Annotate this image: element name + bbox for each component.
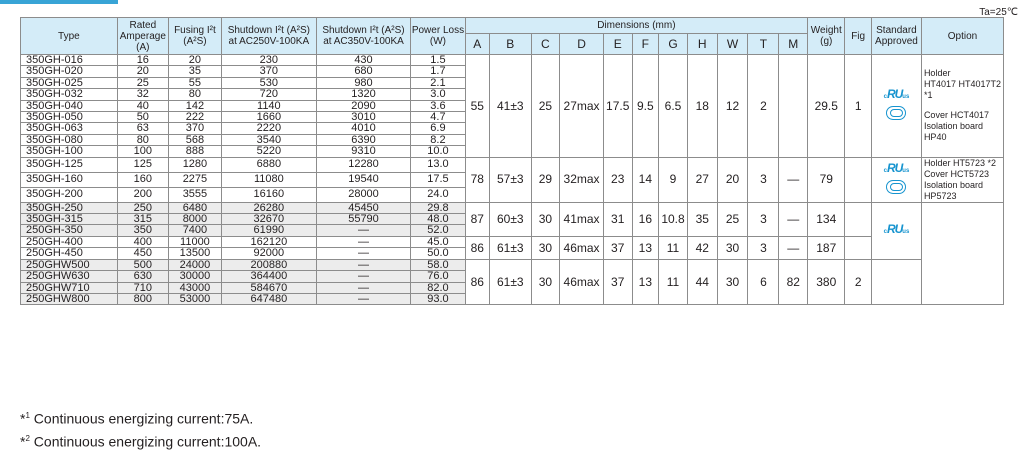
cell-fusing: 43000	[168, 282, 221, 293]
cell-type: 350GH-100	[21, 146, 118, 157]
cell-sd350: —	[316, 259, 411, 270]
cell-sd250: 92000	[222, 248, 317, 259]
dim-weight-group-1: 29.5	[808, 55, 845, 158]
cell-type: 350GH-250	[21, 202, 118, 213]
cell-type: 250GHW710	[21, 282, 118, 293]
cell-fusing: 6480	[168, 202, 221, 213]
cell-amp: 500	[117, 259, 168, 270]
dim-t-group-2: 3	[748, 157, 779, 202]
cell-amp: 20	[117, 66, 168, 77]
cell-type: 250GHW630	[21, 271, 118, 282]
cell-loss: 2.1	[411, 77, 465, 88]
cell-amp: 40	[117, 100, 168, 111]
cell-sd250: 26280	[222, 202, 317, 213]
cell-sd250: 364400	[222, 271, 317, 282]
dim-b-group-2: 57±3	[490, 157, 531, 202]
header-dim-d: D	[560, 34, 604, 55]
cell-loss: 93.0	[411, 293, 465, 304]
dim-d-group-5: 46max	[560, 259, 604, 305]
cell-amp: 710	[117, 282, 168, 293]
cell-fusing: 370	[168, 123, 221, 134]
dim-m-group-4: —	[779, 236, 808, 259]
header-dim-e: E	[603, 34, 632, 55]
cell-amp: 350	[117, 225, 168, 236]
dim-w-group-5: 30	[717, 259, 748, 305]
dim-c-group-4: 30	[531, 236, 560, 259]
cell-sd250: 6880	[222, 157, 317, 172]
dim-w-group-4: 30	[717, 236, 748, 259]
cell-amp: 200	[117, 187, 168, 202]
dim-e-group-2: 23	[603, 157, 632, 202]
header-accent-bar	[0, 0, 118, 4]
dim-a-group-1: 55	[465, 55, 489, 158]
cell-amp: 16	[117, 55, 168, 66]
dim-b-group-5: 61±3	[490, 259, 531, 305]
dim-a-group-4: 86	[465, 236, 489, 259]
cell-fusing: 888	[168, 146, 221, 157]
cell-loss: 1.7	[411, 66, 465, 77]
header-power-loss: Power Loss (W)	[411, 18, 465, 55]
cell-amp: 450	[117, 248, 168, 259]
cell-amp: 800	[117, 293, 168, 304]
cell-sd250: 3540	[222, 134, 317, 145]
dim-f-group-4: 13	[632, 236, 659, 259]
cell-sd350: 28000	[316, 187, 411, 202]
cell-type: 350GH-200	[21, 187, 118, 202]
dim-g-group-2: 9	[659, 157, 688, 202]
table-row	[21, 157, 1004, 172]
dim-b-group-1: 41±3	[490, 55, 531, 158]
option-group-3	[921, 202, 1003, 305]
cell-sd250: 16160	[222, 187, 317, 202]
cell-sd250: 162120	[222, 236, 317, 247]
dim-w-group-2: 20	[717, 157, 748, 202]
cell-loss: 52.0	[411, 225, 465, 236]
dim-m-group-1	[779, 55, 808, 158]
cell-fusing: 24000	[168, 259, 221, 270]
dim-m-group-5: 82	[779, 259, 808, 305]
cell-sd350: 6390	[316, 134, 411, 145]
header-dim-b: B	[490, 34, 531, 55]
dim-d-group-2: 32max	[560, 157, 604, 202]
cell-type: 350GH-160	[21, 172, 118, 187]
ambient-temperature-label: Ta=25℃	[979, 7, 1018, 18]
dim-h-group-5: 44	[687, 259, 717, 305]
cell-sd350: 55790	[316, 214, 411, 225]
cell-fusing: 80	[168, 89, 221, 100]
cell-amp: 100	[117, 146, 168, 157]
cell-amp: 400	[117, 236, 168, 247]
option-line: *1	[923, 90, 933, 101]
table-row	[21, 202, 1004, 213]
table-row	[21, 259, 1004, 270]
dim-weight-group-2: 79	[808, 157, 845, 202]
cell-amp: 32	[117, 89, 168, 100]
header-dim-t: T	[748, 34, 779, 55]
cell-sd350: —	[316, 271, 411, 282]
cell-amp: 80	[117, 134, 168, 145]
cell-amp: 125	[117, 157, 168, 172]
dim-c-group-1: 25	[531, 55, 560, 158]
footnote-2: *$^2$ Continuous energizing current:100A.	[20, 433, 262, 450]
cell-fusing: 53000	[168, 293, 221, 304]
dim-e-group-1: 17.5	[603, 55, 632, 158]
dim-g-group-3: 10.8	[659, 202, 688, 236]
header-dim-g: G	[659, 34, 688, 55]
dim-h-group-4: 42	[687, 236, 717, 259]
cell-loss: 1.5	[411, 55, 465, 66]
cell-sd250: 2220	[222, 123, 317, 134]
cell-loss: 3.6	[411, 100, 465, 111]
dim-weight-group-4: 187	[808, 236, 845, 259]
standard-approved-group-3	[871, 202, 921, 259]
cell-loss: 10.0	[411, 146, 465, 157]
header-dim-m: M	[779, 34, 808, 55]
option-line: Isolation board HP40	[923, 121, 983, 143]
cell-sd350: 4010	[316, 123, 411, 134]
cell-fusing: 55	[168, 77, 221, 88]
cell-amp: 25	[117, 77, 168, 88]
cru-us-icon: cRUus	[883, 221, 910, 236]
dim-w-group-3: 25	[717, 202, 748, 236]
header-option: Option	[921, 18, 1003, 55]
cell-loss: 17.5	[411, 172, 465, 187]
footnote-1: *$^1$ Continuous energizing current:75A.	[20, 410, 254, 427]
cell-sd250: 230	[222, 55, 317, 66]
cell-sd250: 1660	[222, 112, 317, 123]
dim-fig-group-1: 1	[845, 55, 872, 158]
cell-amp: 50	[117, 112, 168, 123]
cell-type: 250GHW800	[21, 293, 118, 304]
cell-fusing: 11000	[168, 236, 221, 247]
dim-f-group-2: 14	[632, 157, 659, 202]
header-fig: Fig	[845, 18, 872, 55]
cell-sd250: 200880	[222, 259, 317, 270]
cell-type: 250GH-350	[21, 225, 118, 236]
option-group-2	[921, 157, 1003, 202]
cell-fusing: 20	[168, 55, 221, 66]
cell-loss: 4.7	[411, 112, 465, 123]
cell-amp: 160	[117, 172, 168, 187]
cell-sd350: —	[316, 248, 411, 259]
header-standard: Standard Approved	[871, 18, 921, 55]
dim-h-group-2: 27	[687, 157, 717, 202]
cell-amp: 315	[117, 214, 168, 225]
cell-sd350: 12280	[316, 157, 411, 172]
footnotes	[20, 406, 261, 451]
dim-b-group-4: 61±3	[490, 236, 531, 259]
cell-fusing: 222	[168, 112, 221, 123]
dim-a-group-2: 78	[465, 157, 489, 202]
cell-loss: 82.0	[411, 282, 465, 293]
header-shutdown-350: Shutdown I²t (A²S) at AC350V-100KA	[316, 18, 411, 55]
header-dim-f: F	[632, 34, 659, 55]
option-line: Isolation board HP5723	[923, 179, 983, 201]
dim-fig-group-2	[845, 157, 872, 202]
cell-fusing: 568	[168, 134, 221, 145]
cell-type: 350GH-315	[21, 214, 118, 225]
dim-f-group-5: 13	[632, 259, 659, 305]
cell-type: 350GH-020	[21, 66, 118, 77]
dim-d-group-4: 46max	[560, 236, 604, 259]
cell-loss: 24.0	[411, 187, 465, 202]
cell-loss: 29.8	[411, 202, 465, 213]
dim-c-group-2: 29	[531, 157, 560, 202]
standard-approved-group-2	[871, 157, 921, 202]
dim-f-group-3: 16	[632, 202, 659, 236]
cell-fusing: 7400	[168, 225, 221, 236]
cell-fusing: 142	[168, 100, 221, 111]
dim-fig-group-4	[845, 236, 872, 259]
dim-d-group-3: 41max	[560, 202, 604, 236]
dim-t-group-5: 6	[748, 259, 779, 305]
header-dim-w: W	[717, 34, 748, 55]
dim-m-group-2: —	[779, 157, 808, 202]
cell-type: 250GH-450	[21, 248, 118, 259]
option-line: Holder	[923, 68, 951, 79]
header-dimensions: Dimensions (mm)	[465, 18, 808, 34]
cell-sd350: 45450	[316, 202, 411, 213]
cell-fusing: 3555	[168, 187, 221, 202]
dim-a-group-3: 87	[465, 202, 489, 236]
cell-loss: 76.0	[411, 271, 465, 282]
cell-sd250: 370	[222, 66, 317, 77]
cell-sd350: —	[316, 225, 411, 236]
dim-fig-group-5: 2	[845, 259, 872, 305]
cell-loss: 45.0	[411, 236, 465, 247]
dim-w-group-1: 12	[717, 55, 748, 158]
cell-type: 350GH-080	[21, 134, 118, 145]
cell-type: 350GH-125	[21, 157, 118, 172]
cell-loss: 3.0	[411, 89, 465, 100]
cell-sd250: 720	[222, 89, 317, 100]
dim-g-group-1: 6.5	[659, 55, 688, 158]
cell-sd350: —	[316, 293, 411, 304]
cell-fusing: 13500	[168, 248, 221, 259]
dim-m-group-3: —	[779, 202, 808, 236]
dim-d-group-1: 27max	[560, 55, 604, 158]
cell-sd350: 3010	[316, 112, 411, 123]
cell-type: 250GHW500	[21, 259, 118, 270]
header-dim-h: H	[687, 34, 717, 55]
dim-c-group-5: 30	[531, 259, 560, 305]
option-line: Cover HCT4017	[923, 110, 989, 121]
table-row	[21, 236, 1004, 247]
dim-f-group-1: 9.5	[632, 55, 659, 158]
cell-sd350: —	[316, 236, 411, 247]
header-fusing: Fusing I²t (A²S)	[168, 18, 221, 55]
cell-sd350: 430	[316, 55, 411, 66]
cell-sd250: 11080	[222, 172, 317, 187]
option-group-1	[921, 55, 1003, 158]
cell-type: 350GH-032	[21, 89, 118, 100]
cell-fusing: 35	[168, 66, 221, 77]
dim-h-group-3: 35	[687, 202, 717, 236]
dim-weight-group-5: 380	[808, 259, 845, 305]
cell-type: 350GH-063	[21, 123, 118, 134]
cell-fusing: 1280	[168, 157, 221, 172]
cell-amp: 250	[117, 202, 168, 213]
cell-amp: 630	[117, 271, 168, 282]
cell-loss: 50.0	[411, 248, 465, 259]
cell-fusing: 8000	[168, 214, 221, 225]
header-weight: Weight (g)	[808, 18, 845, 55]
cell-loss: 6.9	[411, 123, 465, 134]
dim-b-group-3: 60±3	[490, 202, 531, 236]
ccc-icon	[886, 106, 906, 120]
cell-sd250: 61990	[222, 225, 317, 236]
cell-sd250: 530	[222, 77, 317, 88]
cru-us-icon: cRUus	[883, 87, 910, 102]
standard-approved-group-1	[871, 55, 921, 158]
cell-sd350: 1320	[316, 89, 411, 100]
standard-approved-group-4	[871, 259, 921, 305]
cell-sd250: 584670	[222, 282, 317, 293]
dim-fig-group-3	[845, 202, 872, 236]
table-row	[21, 55, 1004, 66]
header-dim-c: C	[531, 34, 560, 55]
cell-sd350: 2090	[316, 100, 411, 111]
cell-amp: 63	[117, 123, 168, 134]
option-line: Cover HCT5723	[923, 168, 989, 179]
cell-type: 350GH-025	[21, 77, 118, 88]
dim-c-group-3: 30	[531, 202, 560, 236]
dim-e-group-3: 31	[603, 202, 632, 236]
dim-h-group-1: 18	[687, 55, 717, 158]
cell-loss: 8.2	[411, 134, 465, 145]
cell-type: 350GH-050	[21, 112, 118, 123]
cell-fusing: 30000	[168, 271, 221, 282]
cell-sd250: 32670	[222, 214, 317, 225]
dim-g-group-4: 11	[659, 236, 688, 259]
ccc-icon	[886, 180, 906, 194]
cell-type: 350GH-040	[21, 100, 118, 111]
cru-us-icon: cRUus	[883, 161, 910, 176]
dim-e-group-4: 37	[603, 236, 632, 259]
cell-sd350: 9310	[316, 146, 411, 157]
cell-type: 350GH-016	[21, 55, 118, 66]
dim-t-group-3: 3	[748, 202, 779, 236]
cell-loss: 13.0	[411, 157, 465, 172]
cell-sd250: 1140	[222, 100, 317, 111]
cell-loss: 58.0	[411, 259, 465, 270]
header-shutdown-250: Shutdown I²t (A²S) at AC250V-100KA	[222, 18, 317, 55]
cell-sd250: 647480	[222, 293, 317, 304]
cell-sd350: 19540	[316, 172, 411, 187]
dim-e-group-5: 37	[603, 259, 632, 305]
cell-fusing: 2275	[168, 172, 221, 187]
dim-t-group-1: 2	[748, 55, 779, 158]
cell-sd350: —	[316, 282, 411, 293]
cell-type: 250GH-400	[21, 236, 118, 247]
option-line: Holder HT5723 *2	[923, 157, 996, 168]
fuse-spec-table	[20, 17, 1004, 305]
cell-sd250: 5220	[222, 146, 317, 157]
dim-t-group-4: 3	[748, 236, 779, 259]
option-line: HT4017 HT4017T2	[923, 79, 1001, 90]
cell-sd350: 980	[316, 77, 411, 88]
dim-g-group-5: 11	[659, 259, 688, 305]
header-dim-a: A	[465, 34, 489, 55]
cell-sd350: 680	[316, 66, 411, 77]
dim-weight-group-3: 134	[808, 202, 845, 236]
cell-loss: 48.0	[411, 214, 465, 225]
header-type: Type	[21, 18, 118, 55]
dim-a-group-5: 86	[465, 259, 489, 305]
header-rated-amperage: Rated Amperage (A)	[117, 18, 168, 55]
